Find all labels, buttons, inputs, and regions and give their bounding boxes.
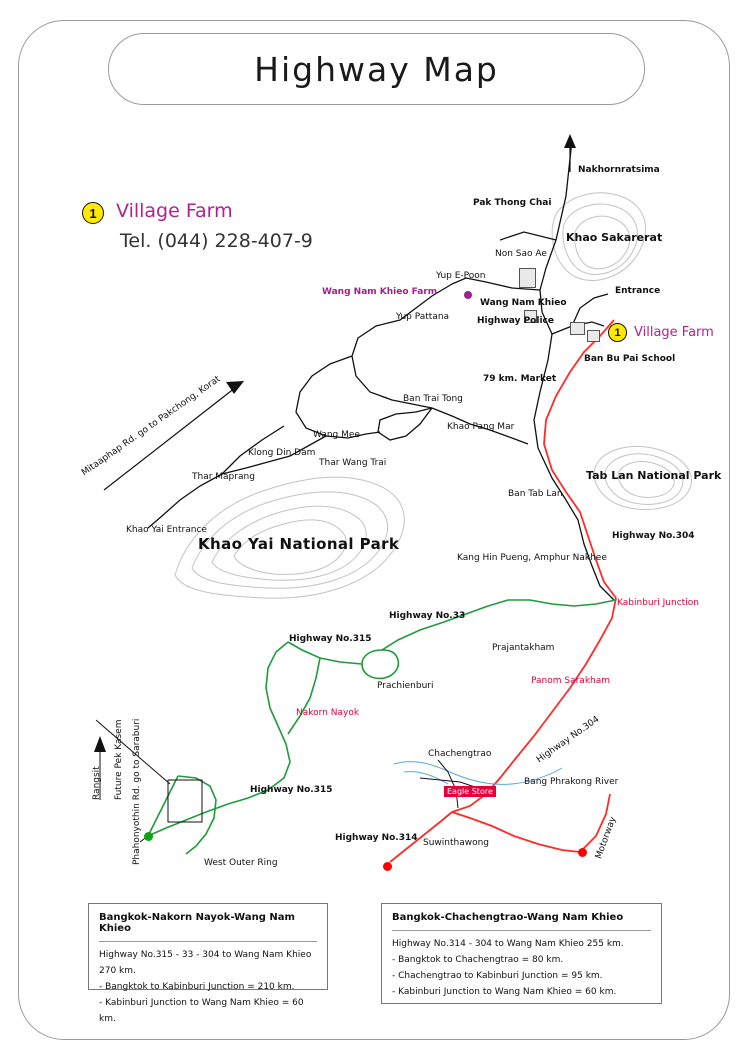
map-label: Panom Sarakham — [531, 676, 611, 686]
map-label-rotated: Highway No.304 — [535, 714, 602, 766]
legend-badge-1: 1 — [82, 202, 104, 224]
map-label: Ban Tab Lan — [508, 489, 563, 499]
map-label: Chachengtrao — [428, 749, 492, 759]
route-endpoint-motorway — [578, 848, 587, 857]
map-label-rotated: Mitaaphap Rd. go to Pakchong, Korat — [80, 374, 223, 479]
info-box-title: Bangkok-Nakorn Nayok-Wang Nam Khieo — [99, 912, 295, 934]
divider — [99, 941, 317, 942]
map-label: Highway No.315 — [250, 785, 333, 795]
map-label: Wang Mee — [313, 430, 360, 440]
building-marker-ban-bu-pai — [570, 322, 585, 335]
map-label-rotated: Motorway — [594, 815, 619, 861]
divider — [392, 930, 651, 931]
info-box-title: Bangkok-Chachengtrao-Wang Nam Khieo — [392, 912, 624, 923]
building-marker-non-sao-ae — [519, 268, 536, 288]
map-label: Thar Wang Trai — [319, 458, 387, 468]
info-box-chachengtrao — [381, 903, 662, 1004]
village-farm-label: Village Farm — [634, 325, 714, 340]
village-farm-badge: 1 — [608, 323, 627, 342]
map-label: Kang Hin Pueng, Amphur Nakhee — [457, 553, 607, 563]
map-label: Khao Pang Mar — [447, 422, 515, 432]
map-label: Highway No.314 — [335, 833, 418, 843]
legend-phone: Tel. (044) 228-407-9 — [120, 230, 313, 252]
map-label: Bang Phrakong River — [524, 777, 619, 787]
map-label: Kabinburi Junction — [617, 598, 699, 608]
route-endpoint-315 — [144, 832, 153, 841]
map-label: Khao Sakarerat — [566, 231, 663, 244]
map-label: Prachienburi — [377, 681, 434, 691]
map-label: Nakorn Nayok — [296, 708, 360, 718]
map-label: Khao Yai National Park — [198, 535, 400, 553]
info-line: - Bangktok to Kabinburi Junction = 210 km. — [99, 982, 295, 992]
map-label: Entrance — [615, 286, 661, 296]
map-label: Nakhornratsima — [578, 165, 660, 175]
map-label: Wang Nam Khieo — [480, 298, 567, 308]
map-label: Klong Din Dam — [248, 448, 316, 458]
map-label: Non Sao Ae — [495, 249, 547, 259]
info-line: - Chachengtrao to Kabinburi Junction = 95 km. — [392, 971, 603, 981]
map-label: Highway No.304 — [612, 531, 695, 541]
legend-title: Village Farm — [116, 200, 233, 222]
info-line: - Kabinburi Junction to Wang Nam Khieo = 60 km. — [392, 987, 617, 997]
map-label: Pak Thong Chai — [473, 198, 552, 208]
eagle-store-marker: Eagle Store — [444, 786, 496, 797]
map-label: Yup Pattana — [396, 312, 450, 322]
map-label: Ban Bu Pai School — [584, 354, 676, 364]
info-line: - Kabinburi Junction to Wang Nam Khieo = 60 km. — [99, 998, 304, 1024]
map-label: Highway No.315 — [289, 634, 372, 644]
building-marker-entrance — [587, 330, 600, 342]
map-label: Yup E-Poon — [436, 271, 486, 281]
map-label-rotated: Future Pek Kasem — [114, 719, 124, 800]
wang-nam-khieo-farm-dot — [464, 291, 472, 299]
map-label-rotated: Rangsit — [92, 766, 102, 800]
map-label-rotated: Phahonyothin Rd. go to Saraburi — [132, 718, 142, 865]
map-label: Wang Nam Khieo Farm — [322, 287, 438, 297]
map-label: Thar Maprang — [192, 472, 255, 482]
map-label: Ban Trai Tong — [403, 394, 463, 404]
map-label: Khao Yai Entrance — [126, 525, 207, 535]
map-label: Highway Police — [477, 316, 554, 326]
info-line: Highway No.314 - 304 to Wang Nam Khieo 255 km. — [392, 939, 624, 949]
info-line: Highway No.315 - 33 - 304 to Wang Nam Khieo 270 km. — [99, 950, 312, 976]
route-endpoint-314 — [383, 862, 392, 871]
map-label: West Outer Ring — [204, 858, 278, 868]
map-label: Tab Lan National Park — [586, 469, 722, 482]
map-label: Highway No.33 — [389, 611, 466, 621]
info-line: - Bangktok to Chachengtrao = 80 km. — [392, 955, 564, 965]
info-box-nakorn-nayok — [88, 903, 328, 1024]
map-label: Suwinthawong — [423, 838, 490, 848]
page-title: Highway Map — [254, 49, 499, 89]
map-label: 79 km. Market — [483, 374, 557, 384]
map-label: Prajantakham — [492, 643, 555, 653]
